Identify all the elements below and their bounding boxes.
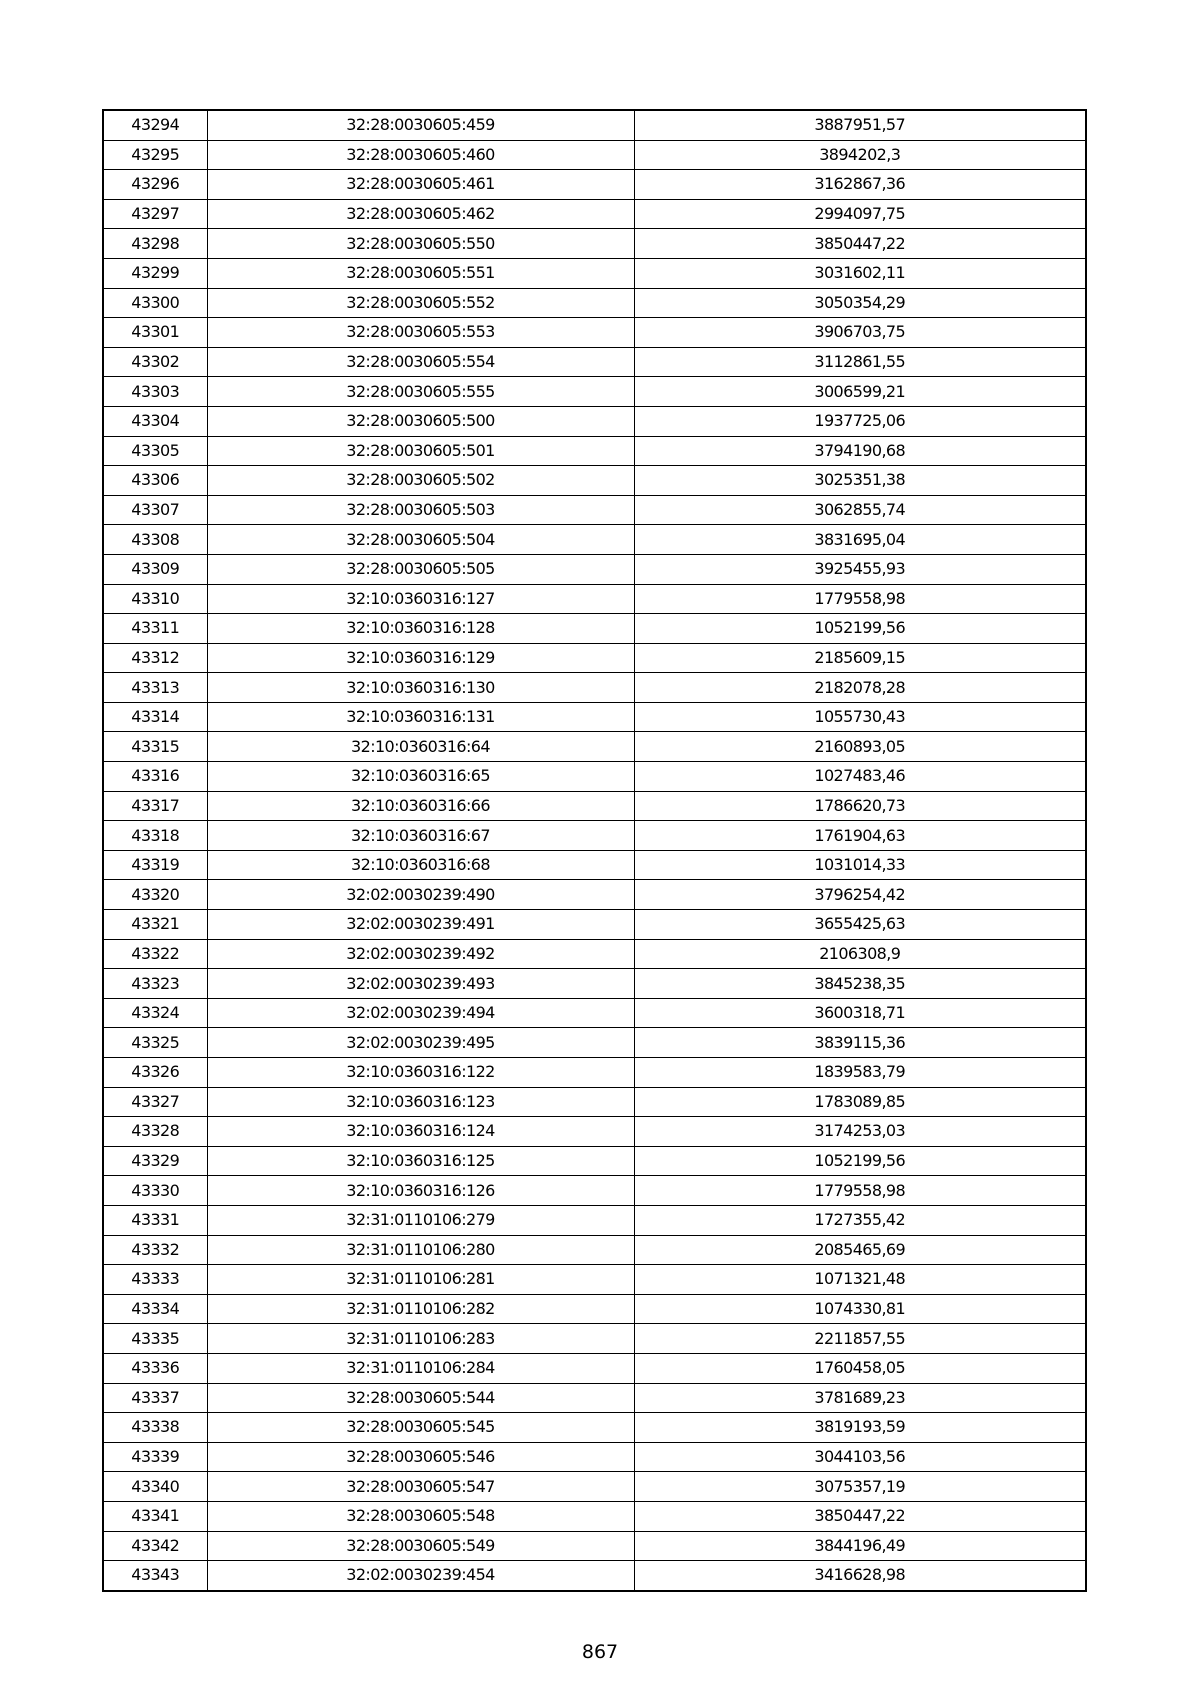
cadastral-value-cell: 3050354,29 [634, 288, 1086, 318]
table-row [103, 643, 1086, 673]
table-row [103, 762, 1086, 792]
cadastral-value-cell: 2160893,05 [634, 732, 1086, 762]
cadastral-number-cell: 32:10:0360316:65 [207, 762, 634, 792]
table-row [103, 170, 1086, 200]
cadastral-number-cell: 32:28:0030605:555 [207, 377, 634, 407]
table-row [103, 614, 1086, 644]
table-row [103, 110, 1086, 140]
row-number-cell: 43311 [103, 614, 207, 644]
cadastral-value-cell: 3906703,75 [634, 318, 1086, 348]
table-row [103, 1561, 1086, 1591]
row-number-cell: 43333 [103, 1265, 207, 1295]
cadastral-value-cell: 1055730,43 [634, 702, 1086, 732]
row-number-cell: 43315 [103, 732, 207, 762]
row-number-cell: 43335 [103, 1324, 207, 1354]
row-number-cell: 43301 [103, 318, 207, 348]
cadastral-number-cell: 32:28:0030605:546 [207, 1442, 634, 1472]
cadastral-number-cell: 32:31:0110106:283 [207, 1324, 634, 1354]
table-row [103, 910, 1086, 940]
cadastral-number-cell: 32:10:0360316:124 [207, 1117, 634, 1147]
table-row [103, 1294, 1086, 1324]
row-number-cell: 43294 [103, 110, 207, 140]
cadastral-number-cell: 32:28:0030605:549 [207, 1531, 634, 1561]
table-row [103, 732, 1086, 762]
table-row [103, 466, 1086, 496]
cadastral-number-cell: 32:10:0360316:127 [207, 584, 634, 614]
row-number-cell: 43336 [103, 1353, 207, 1383]
cadastral-value-cell: 3416628,98 [634, 1561, 1086, 1591]
cadastral-number-cell: 32:02:0030239:495 [207, 1028, 634, 1058]
row-number-cell: 43324 [103, 998, 207, 1028]
row-number-cell: 43297 [103, 199, 207, 229]
table-row [103, 939, 1086, 969]
row-number-cell: 43319 [103, 850, 207, 880]
cadastral-number-cell: 32:28:0030605:501 [207, 436, 634, 466]
row-number-cell: 43316 [103, 762, 207, 792]
table-row [103, 229, 1086, 259]
cadastral-number-cell: 32:02:0030239:490 [207, 880, 634, 910]
cadastral-number-cell: 32:28:0030605:553 [207, 318, 634, 348]
row-number-cell: 43320 [103, 880, 207, 910]
row-number-cell: 43340 [103, 1472, 207, 1502]
cadastral-number-cell: 32:28:0030605:502 [207, 466, 634, 496]
cadastral-number-cell: 32:31:0110106:279 [207, 1205, 634, 1235]
row-number-cell: 43331 [103, 1205, 207, 1235]
row-number-cell: 43328 [103, 1117, 207, 1147]
row-number-cell: 43296 [103, 170, 207, 200]
table-row [103, 1146, 1086, 1176]
row-number-cell: 43299 [103, 258, 207, 288]
cadastral-value-cell: 1779558,98 [634, 1176, 1086, 1206]
table-row [103, 1472, 1086, 1502]
cadastral-number-cell: 32:10:0360316:67 [207, 821, 634, 851]
cadastral-number-cell: 32:28:0030605:504 [207, 525, 634, 555]
cadastral-value-cell: 1071321,48 [634, 1265, 1086, 1295]
cadastral-value-cell: 3044103,56 [634, 1442, 1086, 1472]
cadastral-value-cell: 3925455,93 [634, 554, 1086, 584]
cadastral-value-cell: 3796254,42 [634, 880, 1086, 910]
row-number-cell: 43339 [103, 1442, 207, 1472]
table-row [103, 436, 1086, 466]
cadastral-number-cell: 32:02:0030239:493 [207, 969, 634, 999]
cadastral-value-cell: 1074330,81 [634, 1294, 1086, 1324]
cadastral-number-cell: 32:28:0030605:547 [207, 1472, 634, 1502]
cadastral-value-cell: 3162867,36 [634, 170, 1086, 200]
cadastral-value-cell: 1727355,42 [634, 1205, 1086, 1235]
cadastral-value-cell: 1783089,85 [634, 1087, 1086, 1117]
cadastral-value-cell: 1937725,06 [634, 406, 1086, 436]
table-row [103, 525, 1086, 555]
table-row [103, 1205, 1086, 1235]
row-number-cell: 43308 [103, 525, 207, 555]
table-row [103, 1383, 1086, 1413]
cadastral-value-cell: 2211857,55 [634, 1324, 1086, 1354]
cadastral-number-cell: 32:10:0360316:126 [207, 1176, 634, 1206]
table-row [103, 1353, 1086, 1383]
table-row [103, 702, 1086, 732]
cadastral-number-cell: 32:31:0110106:280 [207, 1235, 634, 1265]
row-number-cell: 43306 [103, 466, 207, 496]
row-number-cell: 43321 [103, 910, 207, 940]
table-row [103, 1058, 1086, 1088]
cadastral-number-cell: 32:10:0360316:64 [207, 732, 634, 762]
cadastral-value-cell: 3112861,55 [634, 347, 1086, 377]
cadastral-number-cell: 32:28:0030605:462 [207, 199, 634, 229]
table-row [103, 318, 1086, 348]
cadastral-value-cell: 3839115,36 [634, 1028, 1086, 1058]
table-row [103, 258, 1086, 288]
cadastral-number-cell: 32:28:0030605:461 [207, 170, 634, 200]
table-row [103, 1176, 1086, 1206]
cadastral-number-cell: 32:28:0030605:500 [207, 406, 634, 436]
cadastral-number-cell: 32:10:0360316:128 [207, 614, 634, 644]
cadastral-number-cell: 32:28:0030605:552 [207, 288, 634, 318]
table-row [103, 998, 1086, 1028]
table-row [103, 850, 1086, 880]
page-number: 867 [581, 1641, 619, 1663]
cadastral-number-cell: 32:31:0110106:284 [207, 1353, 634, 1383]
table-row [103, 495, 1086, 525]
cadastral-number-cell: 32:28:0030605:545 [207, 1413, 634, 1443]
cadastral-value-table [102, 109, 1087, 1592]
table-row [103, 1413, 1086, 1443]
row-number-cell: 43313 [103, 673, 207, 703]
cadastral-value-cell: 1052199,56 [634, 1146, 1086, 1176]
row-number-cell: 43341 [103, 1501, 207, 1531]
table-row [103, 140, 1086, 170]
table-body [103, 110, 1086, 1591]
table-row [103, 880, 1086, 910]
row-number-cell: 43317 [103, 791, 207, 821]
cadastral-value-cell: 3794190,68 [634, 436, 1086, 466]
cadastral-number-cell: 32:31:0110106:282 [207, 1294, 634, 1324]
cadastral-number-cell: 32:28:0030605:544 [207, 1383, 634, 1413]
table-row [103, 1117, 1086, 1147]
cadastral-value-cell: 3174253,03 [634, 1117, 1086, 1147]
row-number-cell: 43300 [103, 288, 207, 318]
row-number-cell: 43330 [103, 1176, 207, 1206]
row-number-cell: 43309 [103, 554, 207, 584]
row-number-cell: 43327 [103, 1087, 207, 1117]
cadastral-number-cell: 32:10:0360316:122 [207, 1058, 634, 1088]
cadastral-value-cell: 3845238,35 [634, 969, 1086, 999]
table-row [103, 1531, 1086, 1561]
row-number-cell: 43334 [103, 1294, 207, 1324]
cadastral-value-cell: 3655425,63 [634, 910, 1086, 940]
cadastral-value-cell: 3006599,21 [634, 377, 1086, 407]
cadastral-number-cell: 32:28:0030605:503 [207, 495, 634, 525]
cadastral-value-cell: 2085465,69 [634, 1235, 1086, 1265]
cadastral-number-cell: 32:10:0360316:131 [207, 702, 634, 732]
cadastral-value-cell: 3894202,3 [634, 140, 1086, 170]
table-row [103, 1501, 1086, 1531]
row-number-cell: 43295 [103, 140, 207, 170]
table-row [103, 673, 1086, 703]
cadastral-number-cell: 32:28:0030605:459 [207, 110, 634, 140]
row-number-cell: 43312 [103, 643, 207, 673]
row-number-cell: 43329 [103, 1146, 207, 1176]
cadastral-value-cell: 1786620,73 [634, 791, 1086, 821]
table-row [103, 584, 1086, 614]
table-row [103, 1324, 1086, 1354]
row-number-cell: 43307 [103, 495, 207, 525]
cadastral-number-cell: 32:10:0360316:123 [207, 1087, 634, 1117]
cadastral-value-cell: 3075357,19 [634, 1472, 1086, 1502]
cadastral-value-cell: 1761904,63 [634, 821, 1086, 851]
cadastral-number-cell: 32:10:0360316:68 [207, 850, 634, 880]
table-row [103, 377, 1086, 407]
cadastral-value-cell: 3819193,59 [634, 1413, 1086, 1443]
cadastral-number-cell: 32:02:0030239:494 [207, 998, 634, 1028]
table-row [103, 1235, 1086, 1265]
table-row [103, 347, 1086, 377]
row-number-cell: 43304 [103, 406, 207, 436]
cadastral-value-cell: 1760458,05 [634, 1353, 1086, 1383]
cadastral-value-cell: 3025351,38 [634, 466, 1086, 496]
row-number-cell: 43325 [103, 1028, 207, 1058]
row-number-cell: 43342 [103, 1531, 207, 1561]
cadastral-number-cell: 32:28:0030605:551 [207, 258, 634, 288]
cadastral-number-cell: 32:02:0030239:454 [207, 1561, 634, 1591]
row-number-cell: 43314 [103, 702, 207, 732]
table-row [103, 1442, 1086, 1472]
cadastral-number-cell: 32:10:0360316:130 [207, 673, 634, 703]
row-number-cell: 43343 [103, 1561, 207, 1591]
table-row [103, 821, 1086, 851]
cadastral-value-cell: 1052199,56 [634, 614, 1086, 644]
cadastral-value-cell: 1031014,33 [634, 850, 1086, 880]
row-number-cell: 43302 [103, 347, 207, 377]
table-row [103, 1087, 1086, 1117]
cadastral-value-cell: 3600318,71 [634, 998, 1086, 1028]
row-number-cell: 43305 [103, 436, 207, 466]
cadastral-value-cell: 1839583,79 [634, 1058, 1086, 1088]
cadastral-value-cell: 3831695,04 [634, 525, 1086, 555]
cadastral-value-cell: 3062855,74 [634, 495, 1086, 525]
cadastral-value-cell: 1027483,46 [634, 762, 1086, 792]
table-row [103, 1028, 1086, 1058]
cadastral-number-cell: 32:31:0110106:281 [207, 1265, 634, 1295]
cadastral-number-cell: 32:02:0030239:491 [207, 910, 634, 940]
cadastral-value-cell: 1779558,98 [634, 584, 1086, 614]
cadastral-value-cell: 3850447,22 [634, 1501, 1086, 1531]
row-number-cell: 43326 [103, 1058, 207, 1088]
table-row [103, 554, 1086, 584]
cadastral-value-cell: 2182078,28 [634, 673, 1086, 703]
cadastral-value-cell: 3887951,57 [634, 110, 1086, 140]
cadastral-number-cell: 32:28:0030605:554 [207, 347, 634, 377]
table-row [103, 1265, 1086, 1295]
cadastral-value-cell: 3844196,49 [634, 1531, 1086, 1561]
cadastral-value-cell: 3031602,11 [634, 258, 1086, 288]
cadastral-number-cell: 32:10:0360316:125 [207, 1146, 634, 1176]
table-row [103, 199, 1086, 229]
cadastral-number-cell: 32:10:0360316:66 [207, 791, 634, 821]
table-row [103, 969, 1086, 999]
cadastral-number-cell: 32:28:0030605:460 [207, 140, 634, 170]
row-number-cell: 43303 [103, 377, 207, 407]
cadastral-number-cell: 32:28:0030605:505 [207, 554, 634, 584]
cadastral-number-cell: 32:10:0360316:129 [207, 643, 634, 673]
cadastral-value-cell: 2994097,75 [634, 199, 1086, 229]
row-number-cell: 43338 [103, 1413, 207, 1443]
row-number-cell: 43318 [103, 821, 207, 851]
table-row [103, 791, 1086, 821]
cadastral-value-cell: 2185609,15 [634, 643, 1086, 673]
row-number-cell: 43323 [103, 969, 207, 999]
cadastral-value-cell: 3781689,23 [634, 1383, 1086, 1413]
row-number-cell: 43310 [103, 584, 207, 614]
row-number-cell: 43322 [103, 939, 207, 969]
cadastral-number-cell: 32:02:0030239:492 [207, 939, 634, 969]
row-number-cell: 43337 [103, 1383, 207, 1413]
cadastral-number-cell: 32:28:0030605:548 [207, 1501, 634, 1531]
row-number-cell: 43298 [103, 229, 207, 259]
cadastral-number-cell: 32:28:0030605:550 [207, 229, 634, 259]
row-number-cell: 43332 [103, 1235, 207, 1265]
table-row [103, 406, 1086, 436]
table-row [103, 288, 1086, 318]
cadastral-value-cell: 3850447,22 [634, 229, 1086, 259]
cadastral-value-cell: 2106308,9 [634, 939, 1086, 969]
